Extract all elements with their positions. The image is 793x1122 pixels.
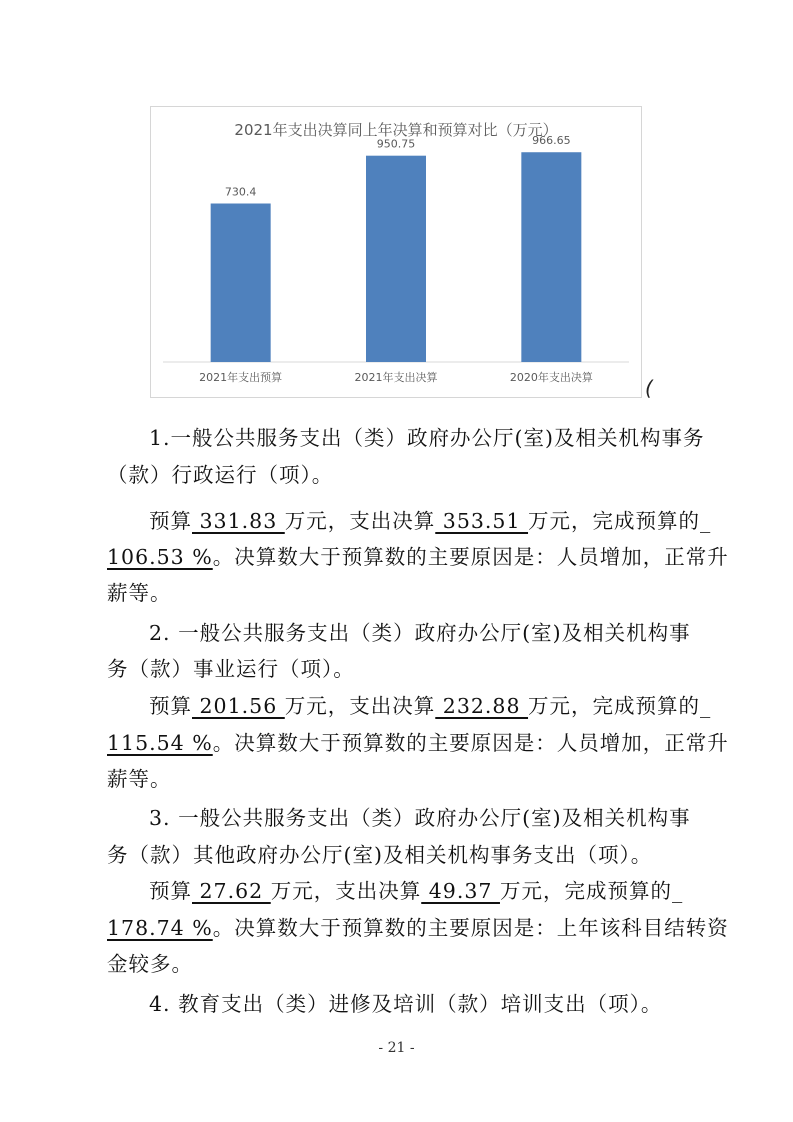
item1-actual-value: 353.51: [435, 509, 529, 533]
item3-mid1: 万元，支出决算: [270, 879, 422, 903]
item3-actual-value: 49.37: [421, 879, 500, 903]
item2-budget-pre: 预算: [149, 694, 192, 718]
item1-heading-line2: （款）行政运行（项）。: [107, 463, 334, 487]
item3-budget-pre: 预算: [149, 879, 192, 903]
bar-3: [521, 152, 581, 362]
bar-1: [211, 204, 271, 362]
item2-tail: _: [700, 694, 712, 718]
item1-mid1: 万元，支出决算: [284, 509, 436, 533]
item2-reason: 。决算数大于预算数的主要原因是：人员增加，正常升: [212, 731, 729, 755]
item2-budget-value: 201.56: [192, 694, 285, 718]
category-label-2: 2021年支出决算: [354, 371, 438, 384]
category-label-1: 2021年支出预算: [199, 371, 283, 384]
item1-rate-line: [107, 545, 729, 569]
bar-value-label-2: 950.75: [376, 137, 416, 151]
item2-budget-line: [149, 696, 749, 717]
item3-completion-rate: 178.74 %: [107, 916, 213, 940]
item1-completion-rate: 106.53 %: [107, 545, 213, 569]
item3-reason: 。决算数大于预算数的主要原因是：上年该科目结转资: [212, 916, 729, 940]
item1-budget-pre: 预算: [149, 509, 192, 533]
item3-heading-line2: 务（款）其他政府办公厅(室)及相关机构事务支出（项）。: [107, 843, 653, 867]
item4-heading-line1: 4. 教育支出（类）进修及培训（款）培训支出（项）。: [149, 992, 663, 1016]
item1-budget-value: 331.83: [192, 509, 285, 533]
item3-tail: _: [671, 879, 684, 903]
bar-2: [366, 156, 426, 362]
item3-heading-line1: 3. 一般公共服务支出（类）政府办公厅(室)及相关机构事: [149, 806, 691, 830]
item3-budget-value: 27.62: [192, 879, 271, 903]
bar-value-label-1: 730.4: [224, 185, 257, 199]
item2-rate-line: [107, 731, 729, 755]
item2-heading-line2: 务（款）事业运行（项）。: [107, 657, 355, 681]
item2-completion-rate: 115.54 %: [107, 731, 213, 755]
item3-rate-line: [107, 916, 729, 940]
item2-reason-cont: 薪等。: [107, 767, 172, 791]
bar-value-label-3: 966.65: [532, 134, 571, 148]
page-number: - 21 -: [378, 1040, 415, 1056]
item3-reason-cont: 金较多。: [107, 952, 193, 976]
item2-heading-line1: 2. 一般公共服务支出（类）政府办公厅(室)及相关机构事: [149, 621, 691, 645]
item2-actual-value: 232.88: [435, 694, 529, 718]
item1-mid2: 万元，完成预算的: [528, 509, 701, 533]
item2-mid2: 万元，完成预算的: [528, 694, 701, 718]
chart-title: 2021年支出决算同上年决算和预算对比（万元）: [234, 121, 558, 139]
budget-comparison-chart: [150, 106, 642, 398]
chart-svg: [151, 107, 641, 397]
item1-tail: _: [700, 509, 712, 533]
item2-mid1: 万元，支出决算: [284, 694, 436, 718]
category-label-3: 2020年支出决算: [509, 371, 593, 384]
item1-reason-cont: 薪等。: [107, 581, 172, 605]
item1-heading-line1: 1.一般公共服务支出（类）政府办公厅(室)及相关机构事务: [149, 426, 705, 450]
text-cursor-mark: (: [645, 376, 653, 400]
item3-mid2: 万元，完成预算的: [499, 879, 672, 903]
item1-reason: 。决算数大于预算数的主要原因是：人员增加，正常升: [212, 545, 729, 569]
item1-budget-line: [149, 511, 749, 532]
item3-budget-line: [149, 881, 749, 902]
